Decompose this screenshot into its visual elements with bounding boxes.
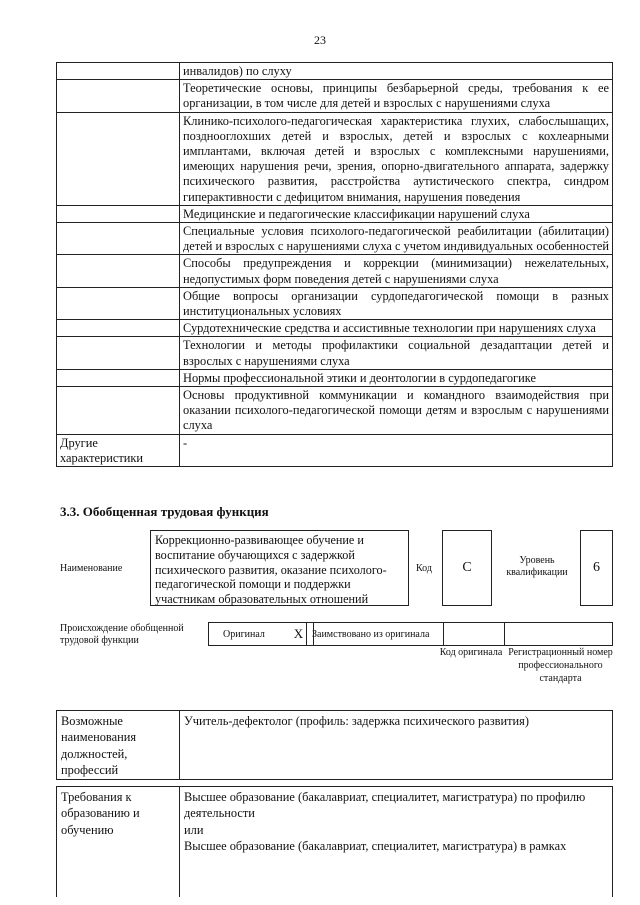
knowledge-item: Специальные условия психолого-педагогической реабилитации (абилитации) детей и взрослых с нарушениями слуха с учетом индивидуальных особенностей xyxy=(180,223,613,255)
knowledge-item: Основы продуктивной коммуникации и командного взаимодействия при оказании психолого-педагогической помощи детям и взрослым с нарушениями слуха xyxy=(180,387,613,435)
row-label-cell xyxy=(57,112,180,205)
origin-row xyxy=(208,622,613,646)
borrowed-label: Заимствовано из оригинала xyxy=(306,622,444,646)
qualification-level-value: 6 xyxy=(580,530,613,606)
row-label-cell xyxy=(57,255,180,287)
knowledge-item: Клинико-психолого-педагогическая характеристика глухих, слабослышащих, позднооглохших детей и взрослых, детей и взрослых с кохлеарными имплантами, включая детей и взрослых с комплексными нарушениями, имеющих нарушения речи, зрения, опорно-двигательного аппарата, задержку психического развития, расстройства аутистического спектра, синдром гиперактивности с дефицитом внимания, нарушения поведения xyxy=(180,112,613,205)
original-mark: X xyxy=(284,622,314,646)
reg-number-cell xyxy=(504,622,613,646)
code-original-label: Код оригинала xyxy=(439,647,503,658)
table-row xyxy=(57,787,613,898)
education-table xyxy=(56,786,613,897)
knowledge-table xyxy=(56,62,613,467)
education-value xyxy=(180,787,613,898)
knowledge-item: Технологии и методы профилактики социальной дезадаптации детей и взрослых с нарушениями слуха xyxy=(180,337,613,369)
other-characteristics-value: - xyxy=(180,434,613,466)
table-row xyxy=(57,223,613,255)
knowledge-item: Нормы профессиональной этики и деонтологии в сурдопедагогике xyxy=(180,369,613,386)
qualification-level-label: Уровень квалификации xyxy=(506,555,568,578)
row-label-cell xyxy=(57,205,180,222)
name-label: Наименование xyxy=(60,563,123,574)
table-row xyxy=(57,387,613,435)
knowledge-item: инвалидов) по слуху xyxy=(180,63,613,80)
original-label: Оригинал xyxy=(208,622,304,646)
other-characteristics-label: Другие характеристики xyxy=(57,434,180,466)
reg-number-label: Регистрационный номер профессионального стандарта xyxy=(508,647,613,684)
education-line: Высшее образование (бакалавриат, специалитет, магистратура) в рамках xyxy=(184,839,567,854)
table-row xyxy=(57,205,613,222)
positions-value: Учитель-дефектолог (профиль: задержка психического развития) xyxy=(180,711,613,780)
code-label: Код xyxy=(416,563,432,574)
table-row xyxy=(57,255,613,287)
page-number: 23 xyxy=(314,33,326,47)
section-heading: 3.3. Обобщенная трудовая функция xyxy=(60,504,269,519)
row-label-cell xyxy=(57,337,180,369)
table-row xyxy=(57,337,613,369)
row-label-cell xyxy=(57,63,180,80)
education-line: Высшее образование (бакалавриат, специалитет, магистратура) по профилю деятельности xyxy=(184,790,586,821)
table-row xyxy=(57,63,613,80)
table-row xyxy=(57,711,613,780)
row-label-cell xyxy=(57,387,180,435)
row-label-cell xyxy=(57,369,180,386)
knowledge-item: Теоретические основы, принципы безбарьерной среды, требования к ее организации, в том числе для детей и взрослых с нарушениями слуха xyxy=(180,80,613,112)
row-label-cell xyxy=(57,287,180,319)
education-label: Требования к образованию и обучению xyxy=(57,787,180,898)
knowledge-item: Способы предупреждения и коррекции (минимизации) нежелательных, недопустимых форм поведения детей с нарушениями слуха xyxy=(180,255,613,287)
table-row xyxy=(57,320,613,337)
table-row xyxy=(57,434,613,466)
knowledge-item: Общие вопросы организации сурдопедагогической помощи в разных институциональных условиях xyxy=(180,287,613,319)
knowledge-item: Сурдотехнические средства и ассистивные технологии при нарушениях слуха xyxy=(180,320,613,337)
code-original-cell xyxy=(443,622,505,646)
positions-table xyxy=(56,710,613,780)
function-name-value: Коррекционно-развивающее обучение и воспитание обучающихся с задержкой психического развития, оказание психолого-педагогической помощи и поддержки участникам образовательных отношений xyxy=(150,530,409,606)
table-row xyxy=(57,80,613,112)
positions-label: Возможные наименования должностей, профессий xyxy=(57,711,180,780)
code-value: C xyxy=(442,530,492,606)
origin-label: Происхождение обобщенной трудовой функции xyxy=(60,623,184,646)
row-label-cell xyxy=(57,223,180,255)
table-row xyxy=(57,112,613,205)
table-row xyxy=(57,287,613,319)
row-label-cell xyxy=(57,320,180,337)
row-label-cell xyxy=(57,80,180,112)
knowledge-item: Медицинские и педагогические классификации нарушений слуха xyxy=(180,205,613,222)
table-row xyxy=(57,369,613,386)
education-line: или xyxy=(184,822,204,837)
